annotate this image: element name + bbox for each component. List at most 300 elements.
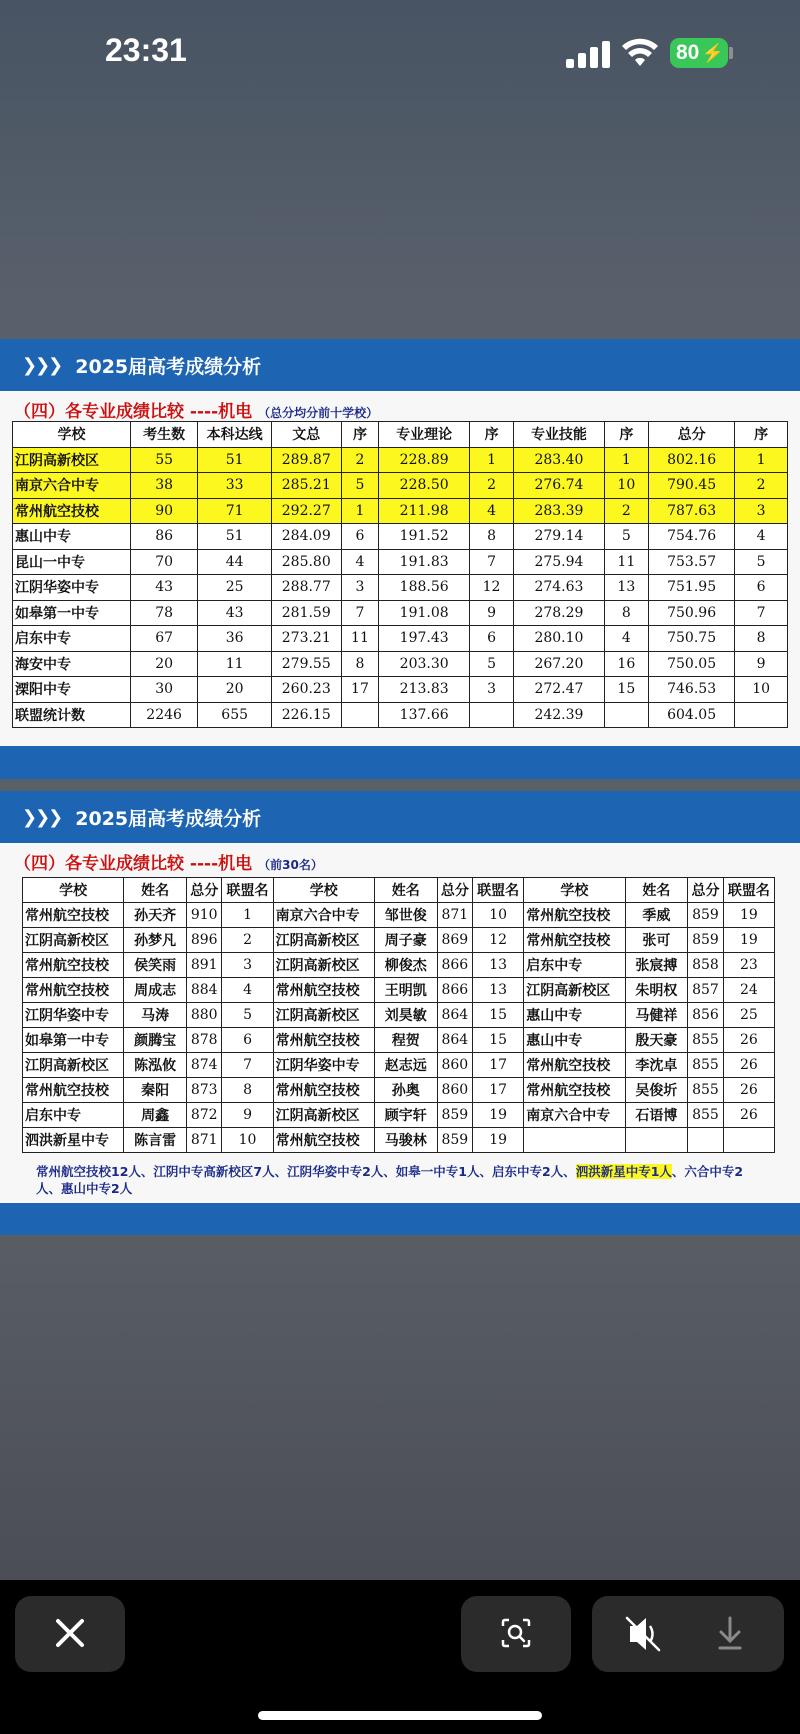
value-cell: 750.96 [648, 600, 734, 626]
panel-title: 2025届高考成绩分析 [75, 807, 262, 830]
table-row [13, 626, 788, 652]
student-name-cell: 顾宇轩 [374, 1103, 437, 1128]
student-name-cell: 赵志远 [374, 1053, 437, 1078]
column-header: 序 [604, 422, 648, 448]
rank-cell: 8 [222, 1078, 273, 1103]
value-cell: 2 [604, 498, 648, 524]
score-cell: 858 [688, 953, 724, 978]
value-cell: 267.20 [514, 651, 605, 677]
value-cell: 273.21 [272, 626, 341, 652]
rank-cell: 24 [723, 978, 774, 1003]
school-cell: 常州航空技校 [23, 903, 124, 928]
student-name-cell: 周鑫 [124, 1103, 187, 1128]
subtitle-text: （四）各专业成绩比较 ----机电 [14, 854, 253, 874]
score-cell: 859 [437, 1103, 473, 1128]
value-cell: 211.98 [379, 498, 470, 524]
student-name-cell: 程贺 [374, 1028, 437, 1053]
score-cell: 869 [437, 928, 473, 953]
student-name-cell: 石语博 [625, 1103, 688, 1128]
rank-cell: 25 [723, 1003, 774, 1028]
student-name-cell: 周成志 [124, 978, 187, 1003]
school-cell: 南京六合中专 [524, 1103, 625, 1128]
panel-body [0, 391, 800, 746]
column-header: 学校 [23, 878, 124, 903]
school-cell: 昆山一中专 [13, 549, 131, 575]
student-name-cell: 周子豪 [374, 928, 437, 953]
value-cell: 43 [198, 600, 272, 626]
score-cell: 864 [437, 1003, 473, 1028]
rank-cell: 12 [473, 928, 524, 953]
student-name-cell: 马骏林 [374, 1128, 437, 1153]
column-header: 序 [469, 422, 513, 448]
table-row [23, 978, 775, 1003]
table-row [23, 1053, 775, 1078]
value-cell: 16 [604, 651, 648, 677]
student-name-cell: 邹世俊 [374, 903, 437, 928]
download-icon [720, 1618, 740, 1648]
column-header: 专业技能 [514, 422, 605, 448]
value-cell: 790.45 [648, 473, 734, 499]
student-name-cell: 孙梦凡 [124, 928, 187, 953]
value-cell: 17 [341, 677, 379, 703]
value-cell: 288.77 [272, 575, 341, 601]
value-cell: 284.09 [272, 524, 341, 550]
bottom-toolbar [0, 1580, 800, 1734]
value-cell: 228.89 [379, 447, 470, 473]
school-cell: 常州航空技校 [23, 1078, 124, 1103]
value-cell: 281.59 [272, 600, 341, 626]
score-cell: 891 [186, 953, 222, 978]
panel-body [0, 843, 800, 1203]
value-cell: 283.39 [514, 498, 605, 524]
value-cell: 191.08 [379, 600, 470, 626]
column-header: 学校 [524, 878, 625, 903]
column-header: 本科达线 [198, 422, 272, 448]
table-row [23, 928, 775, 953]
score-cell: 884 [186, 978, 222, 1003]
score-cell: 855 [688, 1028, 724, 1053]
download-button[interactable] [692, 1596, 784, 1672]
triple-chevron-icon: ❯❯❯ [22, 354, 62, 376]
value-cell: 787.63 [648, 498, 734, 524]
value-cell: 10 [604, 473, 648, 499]
table-row [13, 447, 788, 473]
visual-search-icon [461, 1596, 571, 1672]
value-cell: 11 [604, 549, 648, 575]
value-cell: 3 [735, 498, 788, 524]
rank-cell: 2 [222, 928, 273, 953]
rank-cell: 19 [723, 903, 774, 928]
student-name-cell: 李沈卓 [625, 1053, 688, 1078]
rank-cell: 23 [723, 953, 774, 978]
value-cell: 5 [469, 651, 513, 677]
value-cell: 2 [341, 447, 379, 473]
value-cell: 191.52 [379, 524, 470, 550]
rank-cell: 6 [222, 1028, 273, 1053]
score-cell: 880 [186, 1003, 222, 1028]
student-name-cell: 刘昊敏 [374, 1003, 437, 1028]
school-cell: 如皋第一中专 [13, 600, 131, 626]
table-row [23, 1103, 775, 1128]
analysis-panel-bottom [0, 791, 800, 1235]
battery-tip [729, 47, 733, 59]
value-cell: 5 [341, 473, 379, 499]
score-cell: 860 [437, 1078, 473, 1103]
table-row [13, 524, 788, 550]
school-cell: 启东中专 [13, 626, 131, 652]
value-cell: 25 [198, 575, 272, 601]
value-cell: 4 [735, 524, 788, 550]
value-cell: 604.05 [648, 702, 734, 728]
value-cell: 2 [469, 473, 513, 499]
value-cell: 754.76 [648, 524, 734, 550]
value-cell: 7 [735, 600, 788, 626]
school-cell: 常州航空技校 [524, 1078, 625, 1103]
value-cell: 3 [341, 575, 379, 601]
student-name-cell: 张宸搏 [625, 953, 688, 978]
value-cell: 279.14 [514, 524, 605, 550]
value-cell: 6 [735, 575, 788, 601]
value-cell: 7 [341, 600, 379, 626]
value-cell: 7 [469, 549, 513, 575]
top30-students-table [22, 877, 775, 1153]
table-row [13, 575, 788, 601]
school-cell: 常州航空技校 [524, 928, 625, 953]
score-cell: 864 [437, 1028, 473, 1053]
panel-header [0, 791, 800, 843]
rank-cell: 26 [723, 1078, 774, 1103]
value-cell: 6 [469, 626, 513, 652]
student-name-cell: 陈言雷 [124, 1128, 187, 1153]
school-cell: 海安中专 [13, 651, 131, 677]
score-cell: 896 [186, 928, 222, 953]
value-cell: 197.43 [379, 626, 470, 652]
value-cell: 289.87 [272, 447, 341, 473]
value-cell [469, 702, 513, 728]
table-row [23, 1128, 775, 1153]
school-cell: 江阴高新校区 [13, 447, 131, 473]
value-cell: 55 [130, 447, 197, 473]
value-cell: 3 [469, 677, 513, 703]
value-cell: 67 [130, 626, 197, 652]
value-cell: 38 [130, 473, 197, 499]
status-bar [0, 0, 800, 110]
student-name-cell: 孙奥 [374, 1078, 437, 1103]
value-cell: 70 [130, 549, 197, 575]
panel-title: 2025届高考成绩分析 [75, 355, 262, 378]
analysis-panel-top [0, 339, 800, 779]
value-cell: 51 [198, 447, 272, 473]
value-cell: 13 [604, 575, 648, 601]
visual-lookup-button[interactable] [461, 1596, 571, 1672]
school-cell: 南京六合中专 [273, 903, 374, 928]
table-row [23, 1003, 775, 1028]
subtitle-text: （四）各专业成绩比较 ----机电 [14, 402, 253, 422]
value-cell: 1 [341, 498, 379, 524]
value-cell: 20 [130, 651, 197, 677]
value-cell: 36 [198, 626, 272, 652]
rank-cell: 17 [473, 1078, 524, 1103]
value-cell: 655 [198, 702, 272, 728]
student-name-cell: 秦阳 [124, 1078, 187, 1103]
school-cell: 惠山中专 [524, 1003, 625, 1028]
value-cell: 226.15 [272, 702, 341, 728]
value-cell: 4 [341, 549, 379, 575]
value-cell: 10 [735, 677, 788, 703]
score-cell: 866 [437, 978, 473, 1003]
value-cell: 86 [130, 524, 197, 550]
value-cell [604, 702, 648, 728]
school-cell: 惠山中专 [524, 1028, 625, 1053]
value-cell: 71 [198, 498, 272, 524]
school-cell: 常州航空技校 [23, 953, 124, 978]
column-header: 联盟名 [723, 878, 774, 903]
score-cell: 857 [688, 978, 724, 1003]
rank-cell: 1 [222, 903, 273, 928]
value-cell: 9 [469, 600, 513, 626]
school-cell: 常州航空技校 [273, 1028, 374, 1053]
score-cell: 866 [437, 953, 473, 978]
student-name-cell: 王明凯 [374, 978, 437, 1003]
table-row [13, 549, 788, 575]
column-header: 序 [735, 422, 788, 448]
student-name-cell: 柳俊杰 [374, 953, 437, 978]
value-cell: 30 [130, 677, 197, 703]
column-header: 联盟名 [222, 878, 273, 903]
column-header: 总分 [186, 878, 222, 903]
value-cell: 228.50 [379, 473, 470, 499]
rank-cell: 13 [473, 978, 524, 1003]
score-cell: 859 [688, 928, 724, 953]
rank-cell: 17 [473, 1053, 524, 1078]
student-name-cell: 颜腾宝 [124, 1028, 187, 1053]
school-cell: 江阴高新校区 [273, 953, 374, 978]
school-cell: 常州航空技校 [273, 1128, 374, 1153]
value-cell: 90 [130, 498, 197, 524]
school-cell: 江阴华姿中专 [13, 575, 131, 601]
subtitle-note: （前30名） [258, 858, 323, 872]
student-name-cell: 马涛 [124, 1003, 187, 1028]
school-cell: 惠山中专 [13, 524, 131, 550]
rank-cell: 13 [473, 953, 524, 978]
rank-cell: 26 [723, 1053, 774, 1078]
student-name-cell: 吴俊圻 [625, 1078, 688, 1103]
school-cell: 溧阳中专 [13, 677, 131, 703]
value-cell: 279.55 [272, 651, 341, 677]
score-cell: 856 [688, 1003, 724, 1028]
school-cell: 江阴高新校区 [273, 1103, 374, 1128]
summary-text: 常州航空技校12人、江阴中专高新校区7人、江阴华姿中专2人、如皋一中专1人、启东中专2人、 [36, 1164, 576, 1179]
value-cell: 1 [735, 447, 788, 473]
panel-footer [0, 1203, 800, 1235]
column-header: 姓名 [625, 878, 688, 903]
value-cell: 1 [604, 447, 648, 473]
value-cell: 8 [735, 626, 788, 652]
school-cell: 启东中专 [524, 953, 625, 978]
value-cell: 8 [604, 600, 648, 626]
school-cell: 常州航空技校 [273, 978, 374, 1003]
status-time: 23:31 [105, 32, 187, 68]
value-cell: 213.83 [379, 677, 470, 703]
value-cell: 8 [469, 524, 513, 550]
school-cell [524, 1128, 625, 1153]
value-cell: 44 [198, 549, 272, 575]
table-row [23, 1078, 775, 1103]
score-cell: 874 [186, 1053, 222, 1078]
value-cell [341, 702, 379, 728]
value-cell: 20 [198, 677, 272, 703]
value-cell: 278.29 [514, 600, 605, 626]
rank-cell: 10 [473, 903, 524, 928]
column-header: 联盟名 [473, 878, 524, 903]
value-cell: 203.30 [379, 651, 470, 677]
table-row [13, 651, 788, 677]
value-cell: 280.10 [514, 626, 605, 652]
school-cell: 启东中专 [23, 1103, 124, 1128]
table-row [23, 903, 775, 928]
value-cell: 51 [198, 524, 272, 550]
charging-bolt-icon: ⚡ [701, 43, 724, 63]
value-cell: 283.40 [514, 447, 605, 473]
school-cell: 江阴高新校区 [273, 1003, 374, 1028]
rank-cell: 5 [222, 1003, 273, 1028]
value-cell: 746.53 [648, 677, 734, 703]
school-cell: 江阴高新校区 [23, 928, 124, 953]
school-cell: 江阴高新校区 [524, 978, 625, 1003]
table-row [13, 498, 788, 524]
value-cell: 751.95 [648, 575, 734, 601]
student-name-cell: 季威 [625, 903, 688, 928]
value-cell: 137.66 [379, 702, 470, 728]
mute-button[interactable] [592, 1596, 692, 1672]
value-cell: 292.27 [272, 498, 341, 524]
rank-cell: 9 [222, 1103, 273, 1128]
score-cell: 873 [186, 1078, 222, 1103]
home-indicator[interactable] [258, 1711, 542, 1720]
value-cell: 43 [130, 575, 197, 601]
value-cell: 11 [341, 626, 379, 652]
student-name-cell: 陈泓攸 [124, 1053, 187, 1078]
column-header: 考生数 [130, 422, 197, 448]
table-row [13, 473, 788, 499]
school-cell: 江阴华姿中专 [23, 1003, 124, 1028]
value-cell: 33 [198, 473, 272, 499]
value-cell: 2246 [130, 702, 197, 728]
value-cell: 272.47 [514, 677, 605, 703]
rank-cell: 4 [222, 978, 273, 1003]
triple-chevron-icon: ❯❯❯ [22, 806, 62, 828]
school-cell: 泗洪新星中专 [23, 1128, 124, 1153]
school-cell: 常州航空技校 [23, 978, 124, 1003]
value-cell: 12 [469, 575, 513, 601]
school-cell: 联盟统计数 [13, 702, 131, 728]
score-cell: 855 [688, 1103, 724, 1128]
school-cell: 常州航空技校 [273, 1078, 374, 1103]
panel-header [0, 339, 800, 391]
score-cell: 872 [186, 1103, 222, 1128]
school-cell: 江阴高新校区 [23, 1053, 124, 1078]
rank-cell: 3 [222, 953, 273, 978]
column-header: 总分 [437, 878, 473, 903]
media-controls [592, 1596, 784, 1672]
value-cell: 2 [735, 473, 788, 499]
rank-cell: 26 [723, 1103, 774, 1128]
summary-note [36, 1163, 766, 1197]
value-cell: 4 [469, 498, 513, 524]
score-cell: 871 [437, 903, 473, 928]
table-row [13, 677, 788, 703]
score-cell: 871 [186, 1128, 222, 1153]
subtitle-note: （总分均分前十学校） [258, 406, 379, 420]
value-cell: 274.63 [514, 575, 605, 601]
value-cell: 276.74 [514, 473, 605, 499]
value-cell: 191.83 [379, 549, 470, 575]
value-cell: 260.23 [272, 677, 341, 703]
rank-cell: 26 [723, 1028, 774, 1053]
rank-cell: 19 [473, 1128, 524, 1153]
school-cell: 常州航空技校 [524, 903, 625, 928]
summary-text-end: 、六合中专2人、惠山中专2人 [36, 1164, 744, 1196]
student-name-cell: 侯笑雨 [124, 953, 187, 978]
column-header: 专业理论 [379, 422, 470, 448]
value-cell: 11 [198, 651, 272, 677]
student-name-cell [625, 1128, 688, 1153]
rank-cell: 10 [222, 1128, 273, 1153]
close-icon [15, 1596, 125, 1672]
wifi-icon [622, 38, 658, 68]
student-name-cell: 朱明权 [625, 978, 688, 1003]
table-row [13, 600, 788, 626]
rank-cell: 19 [723, 928, 774, 953]
value-cell: 5 [735, 549, 788, 575]
value-cell: 753.57 [648, 549, 734, 575]
column-header: 学校 [13, 422, 131, 448]
value-cell: 8 [341, 651, 379, 677]
value-cell: 285.80 [272, 549, 341, 575]
column-header: 学校 [273, 878, 374, 903]
close-button[interactable] [15, 1596, 125, 1672]
value-cell: 78 [130, 600, 197, 626]
score-cell: 860 [437, 1053, 473, 1078]
school-cell: 常州航空技校 [13, 498, 131, 524]
school-comparison-table [12, 421, 788, 728]
value-cell: 275.94 [514, 549, 605, 575]
school-cell: 常州航空技校 [524, 1053, 625, 1078]
school-cell: 如皋第一中专 [23, 1028, 124, 1053]
value-cell [735, 702, 788, 728]
table-row [23, 1028, 775, 1053]
value-cell: 4 [604, 626, 648, 652]
rank-cell: 15 [473, 1028, 524, 1053]
summary-highlight: 泗洪新星中专1人 [575, 1164, 672, 1179]
score-cell: 859 [688, 903, 724, 928]
table-row [23, 953, 775, 978]
rank-cell: 7 [222, 1053, 273, 1078]
score-cell: 878 [186, 1028, 222, 1053]
column-header: 总分 [648, 422, 734, 448]
score-cell: 855 [688, 1078, 724, 1103]
value-cell: 285.21 [272, 473, 341, 499]
value-cell: 6 [341, 524, 379, 550]
cellular-signal-icon [566, 40, 612, 68]
column-header: 姓名 [124, 878, 187, 903]
rank-cell: 19 [473, 1103, 524, 1128]
column-header: 总分 [688, 878, 724, 903]
panel-footer [0, 746, 800, 779]
column-header: 序 [341, 422, 379, 448]
section-subtitle [0, 391, 800, 422]
rank-cell: 15 [473, 1003, 524, 1028]
